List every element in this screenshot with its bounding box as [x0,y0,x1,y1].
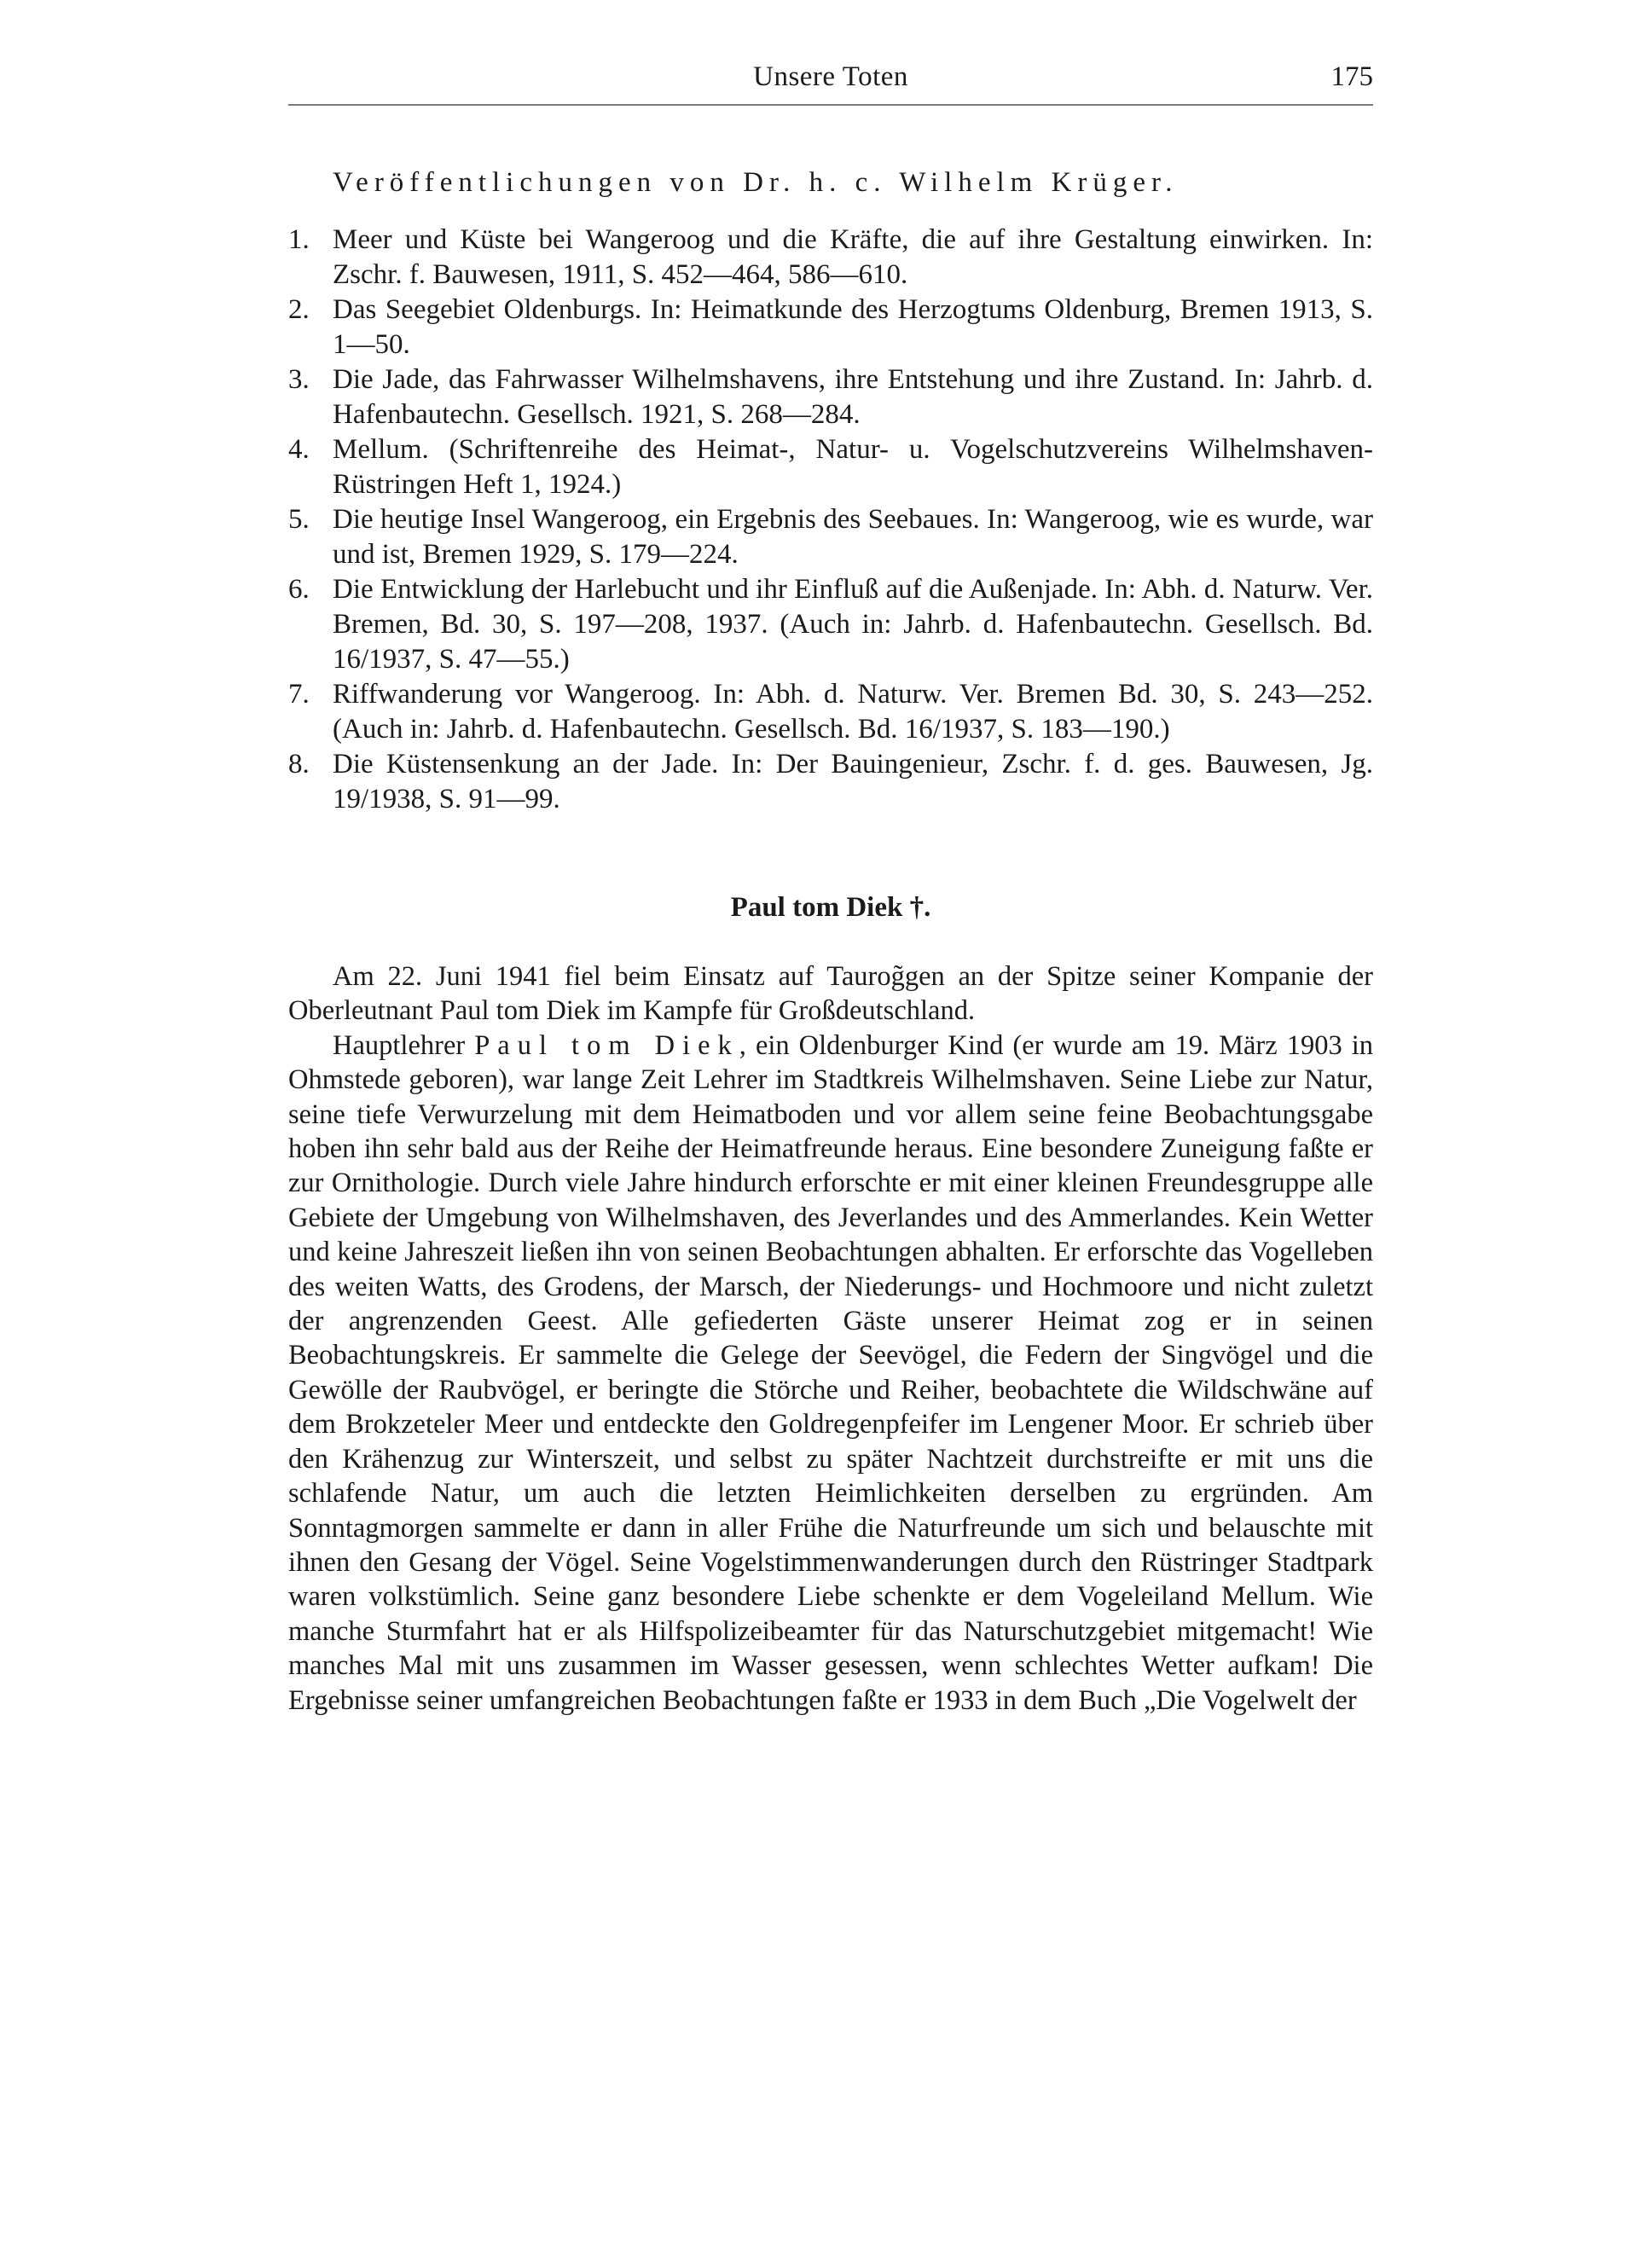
publication-text: Die Küstensenkung an der Jade. In: Der Bauingenieur, Zschr. f. d. ges. Bauwesen, Jg. 19/1938, S. 91—99. [333,749,1373,814]
publication-item [288,747,1373,817]
page-header [288,61,1373,106]
person-name: Paul tom Diek [474,1029,739,1061]
publication-number: 2. [288,294,310,325]
publication-number: 7. [288,679,310,710]
paragraph-prefix: Hauptlehrer [333,1029,466,1061]
publication-number: 4. [288,434,310,465]
paragraph-text: , ein Oldenburger Kind (er wurde am 19. März 1903 in Ohmstede geboren), war lange Zeit Lehrer im Stadtkreis Wilhelmshaven. Seine Liebe zur Natur, seine tiefe Verwurzelung mit dem Heimatboden und vor allem seine feine Beobachtungsgabe hoben ihn sehr bald aus der Reihe der Heimatfreunde heraus. Eine besondere Zuneigung faßte er zur Ornithologie. Durch viele Jahre hindurch erforschte er mit einer kleinen Freundesgruppe alle Gebiete der Umgebung von Wilhelmshaven, des Jeverlandes und des Ammerlandes. Kein Wetter und keine Jahreszeit ließen ihn von seinen Beobachtungen abhalten. Er erforschte das Vogelleben des weiten Watts, des Grodens, der Marsch, der Niederungs- und Hochmoore und nicht zuletzt der angrenzenden Geest. Alle gefiederten Gäste unserer Heimat zog er in seinen Beobachtungskreis. Er sammelte die Gelege der Seevögel, die Federn der Singvögel und die Gewölle der Raubvögel, er beringte die Störche und Reiher, beobachtete die Wildschwäne auf dem Brokzeteler Meer und entdeckte den Goldregenpfeifer im Lengener Moor. Er schrieb über den Krähenzug zur Winterszeit, und selbst zu später Nachtzeit durchstreifte er mit uns die schlafende Natur, um auch die letzten Heimlichkeiten derselben zu ergründen. Am Sonntagmorgen sammelte er dann in aller Frühe die Naturfreunde um sich und belauschte mit ihnen den Gesang der Vögel. Seine Vogelstimmenwanderungen durch den Rüstringer Stadtpark waren volkstümlich. Seine ganz besondere Liebe schenkte er dem Vogeleiland Mellum. Wie manche Sturmfahrt hat er als Hilfspolizeibeamter für das Naturschutzgebiet mitgemacht! Wie manches Mal mit uns zusammen im Wasser gesessen, wenn schlechtes Wetter aufkam! Die Ergebnisse seiner umfangreichen Beobachtungen faßte er 1933 in dem Buch „Die Vogelwelt der [288,1029,1373,1716]
publication-text: Riffwanderung vor Wangeroog. In: Abh. d. Naturw. Ver. Bremen Bd. 30, S. 243—252. (Auch in: Jahrb. d. Hafenbautechn. Gesellsch. Bd. 16/1937, S. 183—190.) [333,679,1373,745]
obituary-paragraph-1: Am 22. Juni 1941 fiel beim Einsatz auf Taurog̃gen an der Spitze seiner Kompanie der Oberleutnant Paul tom Diek im Kampfe für Großdeutschland. [288,961,1373,1027]
running-title: Unsere Toten [753,61,908,92]
publication-text: Die Jade, das Fahrwasser Wilhelmshavens, ihre Entstehung und ihre Zustand. In: Jahrb. d. Hafenbautechn. Gesellsch. 1921, S. 268—284. [333,364,1373,430]
publication-text: Die heutige Insel Wangeroog, ein Ergebnis des Seebaues. In: Wangeroog, wie es wurde, war und ist, Bremen 1929, S. 179—224. [333,504,1373,570]
publication-number: 5. [288,504,310,535]
publication-number: 6. [288,574,310,605]
publication-number: 3. [288,364,310,395]
publication-text: Die Entwicklung der Harlebucht und ihr Einfluß auf die Außenjade. In: Abh. d. Naturw. Ver. Bremen, Bd. 30, S. 197—208, 1937. (Auch in: Jahrb. d. Hafenbautechn. Gesellsch. Bd. 16/1937, S. 47—55.) [333,574,1373,675]
obituary-paragraph-2 [288,1029,1373,1718]
publication-item [288,362,1373,432]
publications-heading: Veröffentlichungen von Dr. h. c. Wilhelm Krüger. [333,167,1179,198]
document-page [288,61,1373,1718]
publication-number: 1. [288,224,310,255]
publication-text: Das Seegebiet Oldenburgs. In: Heimatkunde des Herzogtums Oldenburg, Bremen 1913, S. 1—50. [333,294,1373,360]
page-number: 175 [1330,61,1373,92]
publication-text: Meer und Küste bei Wangeroog und die Kräfte, die auf ihre Gestaltung einwirken. In: Zschr. f. Bauwesen, 1911, S. 452—464, 586—610. [333,224,1373,290]
publication-item [288,502,1373,572]
publication-number: 8. [288,749,310,779]
publication-item [288,677,1373,747]
publication-item [288,293,1373,362]
obituary-title: Paul tom Diek †. [730,892,931,923]
publication-item [288,223,1373,293]
publications-list [288,223,1373,817]
publication-item [288,572,1373,677]
publication-text: Mellum. (Schriftenreihe des Heimat-, Natur- u. Vogelschutzvereins Wilhelmshaven-Rüstringen Heft 1, 1924.) [333,434,1373,500]
publication-item [288,432,1373,502]
obituary-body [288,959,1373,1718]
